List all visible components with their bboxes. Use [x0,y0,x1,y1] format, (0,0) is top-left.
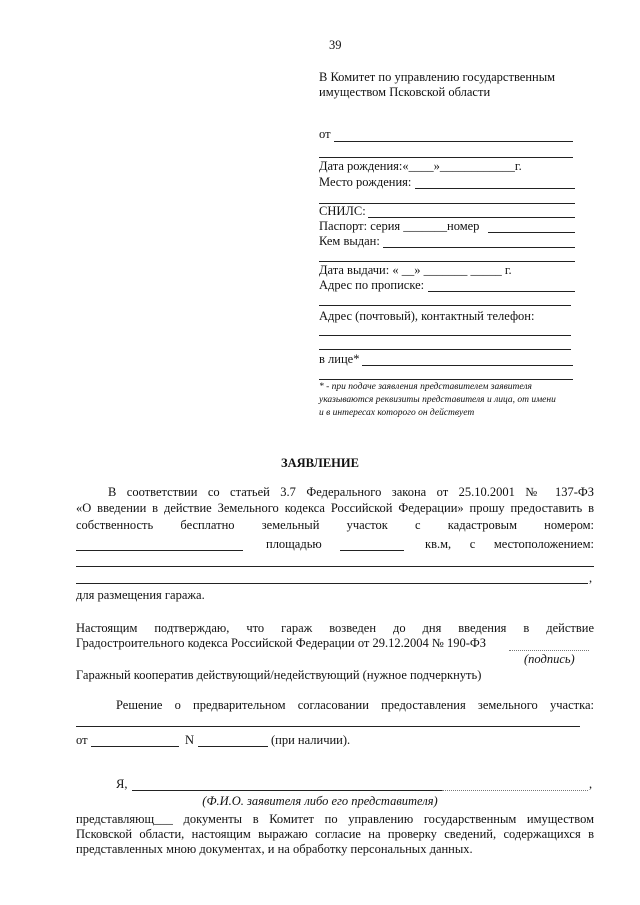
decision-optional-note: (при наличии). [271,733,351,747]
birth-date-field[interactable]: Дата рождения:«____»____________г. [319,159,522,173]
signature-field[interactable] [509,650,589,651]
postal-address-field-line-2[interactable] [319,349,571,350]
represented-by-field-line-2[interactable] [319,379,573,380]
footnote-line-3: и в интересах которого он действует [319,408,475,418]
paragraph-1-line-1: В соответствии со статьей 3.7 Федерального закона от 25.10.2001 № 137-ФЗ [108,485,594,499]
passport-number-field[interactable] [488,232,575,233]
paragraph-2-line-1: Настоящим подтверждаю, что гараж возведен до дня введения в действие [76,621,594,635]
area-label: площадью [266,537,322,551]
snils-label: СНИЛС: [319,204,366,218]
from-field[interactable] [334,141,573,142]
paragraph-6-line-3: представленных мною документах, и на обработку персональных данных. [76,842,473,856]
decision-date-field[interactable] [91,746,179,747]
reg-address-field-line-2[interactable] [319,305,571,306]
passport-label: Паспорт: серия _______номер [319,219,480,233]
area-field[interactable] [340,550,404,551]
birth-place-label: Место рождения: [319,175,412,189]
issue-date-field[interactable]: Дата выдачи: « __» _______ _____ г. [319,263,512,277]
consent-ya: Я, [116,777,128,791]
represented-by-field[interactable] [362,365,573,366]
paragraph-2-line-2: Градостроительного кодекса Российской Федерации от 29.12.2004 № 190-ФЗ [76,636,486,650]
footnote-line-2: указываются реквизиты представителя и лица, от имени [319,395,556,405]
applicant-name-field-dotted[interactable] [442,790,588,791]
represented-by-label: в лице* [319,352,360,366]
decision-field[interactable] [76,726,580,727]
signature-caption: (подпись) [524,652,575,666]
from-label: от [319,127,331,141]
location-label: кв.м, с местоположением: [425,537,594,551]
paragraph-1-purpose: для размещения гаража. [76,588,205,602]
paragraph-6-line-1: представляющ___ документы в Комитет по управлению государственным имуществом [76,812,594,826]
applicant-name-caption: (Ф.И.О. заявителя либо его представителя) [202,794,438,808]
document-title: ЗАЯВЛЕНИЕ [281,456,359,470]
issued-by-label: Кем выдан: [319,234,380,248]
from-field-line-2[interactable] [319,157,573,158]
location-comma: , [589,571,593,585]
page-number: 39 [329,38,342,52]
cadastral-number-field[interactable] [76,550,243,551]
reg-address-label: Адрес по прописке: [319,278,425,292]
applicant-name-field[interactable] [132,790,442,791]
postal-address-label: Адрес (почтовый), контактный телефон: [319,309,535,323]
decision-date-label: от [76,733,88,747]
garage-cooperative-status: Гаражный кооператив действующий/недействующий (нужное подчеркнуть) [76,668,482,682]
issued-by-field[interactable] [383,247,575,248]
paragraph-1-line-3: собственность бесплатно земельный участок с кадастровым номером: [76,518,594,532]
consent-comma: , [589,777,593,791]
location-field-line-2[interactable] [76,583,588,584]
reg-address-field[interactable] [428,291,575,292]
paragraph-4-line-1: Решение о предварительном согласовании предоставления земельного участка: [116,698,594,712]
addressee-line-1: В Комитет по управлению государственным [319,70,556,84]
postal-address-field[interactable] [319,335,571,336]
location-field[interactable] [76,566,594,567]
snils-field[interactable] [368,217,575,218]
decision-number-field[interactable] [198,746,268,747]
issued-by-field-line-2[interactable] [319,261,575,262]
addressee-line-2: имуществом Псковской области [319,85,491,99]
decision-number-label: N [185,733,195,747]
birth-place-field[interactable] [415,188,575,189]
footnote-line-1: * - при подаче заявления представителем заявителя [319,382,532,392]
paragraph-6-line-2: Псковской области, настоящим выражаю согласие на проверку сведений, содержащихся в [76,827,594,841]
paragraph-1-line-2: «О введении в действие Земельного кодекса Российской Федерации» прошу предоставить в [76,501,594,515]
